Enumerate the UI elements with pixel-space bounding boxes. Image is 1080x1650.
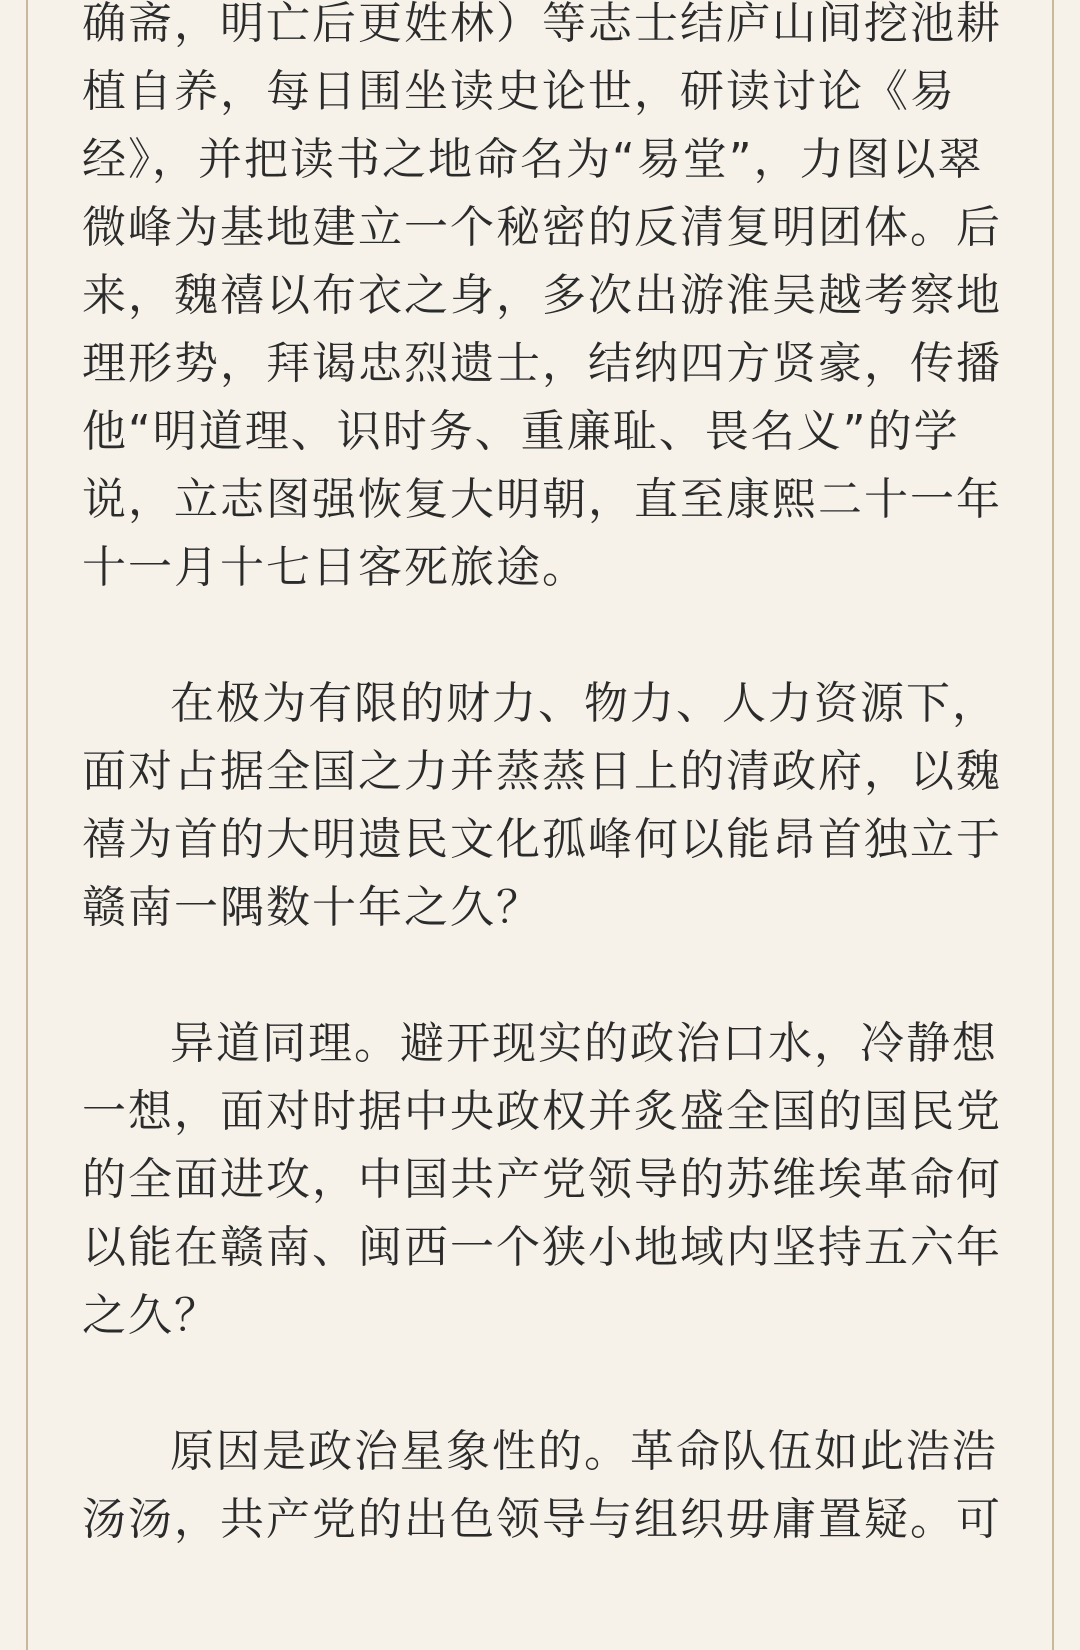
- text-line: 确斋，明亡后更姓林）等志士结庐山间挖池耕: [82, 0, 1002, 49]
- text-line: 说，立志图强恢复大明朝，直至康熙二十一年: [82, 474, 1002, 525]
- text-line: 异道同理。避开现实的政治口水，冷静想: [170, 1018, 998, 1069]
- left-border-line: [26, 0, 28, 1650]
- text-line: 以能在赣南、闽西一个狭小地域内坚持五六年: [82, 1222, 1002, 1273]
- text-line: 他“明道理、识时务、重廉耻、畏名义”的学: [82, 406, 960, 457]
- text-line: 理形势，拜谒忠烈遗士，结纳四方贤豪，传播: [82, 338, 1002, 389]
- paragraph-1: [82, 0, 1002, 602]
- text-line: 植自养，每日围坐读史论世，研读讨论《易: [82, 66, 956, 117]
- text-line: 来，魏禧以布衣之身，多次出游淮吴越考察地: [82, 270, 1002, 321]
- text-line: 微峰为基地建立一个秘密的反清复明团体。后: [82, 202, 1002, 253]
- text-line: 的全面进攻，中国共产党领导的苏维埃革命何: [82, 1154, 1002, 1205]
- text-line: 赣南一隅数十年之久？: [82, 882, 542, 933]
- text-line: 原因是政治星象性的。革命队伍如此浩浩: [170, 1426, 998, 1477]
- text-line: 一想，面对时据中央政权并炙盛全国的国民党: [82, 1086, 1002, 1137]
- text-line: 禧为首的大明遗民文化孤峰何以能昂首独立于: [82, 814, 1002, 865]
- paragraph-4: [82, 1418, 1002, 1554]
- text-line: 十一月十七日客死旅途。: [82, 542, 588, 593]
- paragraph-3: [82, 1010, 1002, 1350]
- text-line: 汤汤，共产党的出色领导与组织毋庸置疑。可: [82, 1494, 1002, 1545]
- article-body: [82, 0, 1002, 1622]
- right-border-line: [1052, 0, 1054, 1650]
- text-line: 经》，并把读书之地命名为“易堂”，力图以翠: [82, 134, 984, 185]
- text-line: 在极为有限的财力、物力、人力资源下，: [170, 678, 998, 729]
- text-line: 之久？: [82, 1290, 220, 1341]
- paragraph-2: [82, 670, 1002, 942]
- text-line: 面对占据全国之力并蒸蒸日上的清政府，以魏: [82, 746, 1002, 797]
